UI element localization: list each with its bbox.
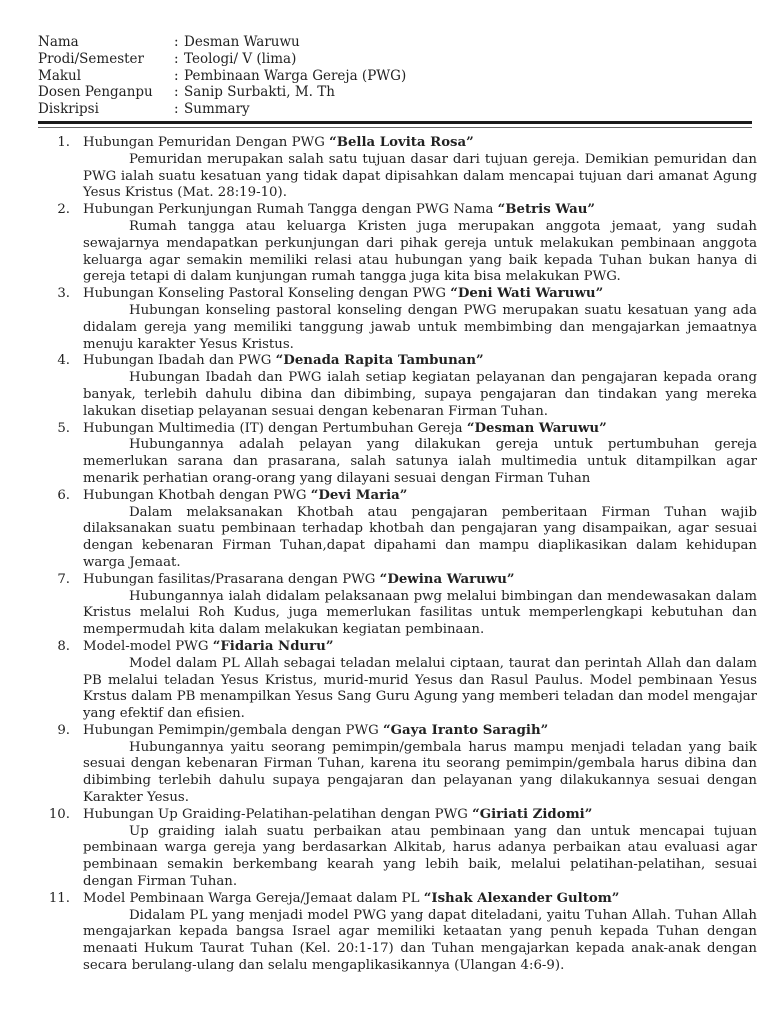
- item-body: Rumah tangga atau keluarga Kristen juga merupakan anggota jemaat, yang sudah sewajarnya mendapatkan perkunjungan dari pihak gereja untuk melakukan pembinaan anggota keluarga agar semakin memiliki relasi atau hubungan yang baik kepada Tuhan bukan hanya di gereja tetapi di dalam kunjungan rumah tangga juga kita bisa melakukan PWG.: [83, 218, 757, 285]
- header-value: Desman Waruwu: [184, 34, 300, 50]
- item-heading-text: Model-model PWG: [83, 638, 209, 654]
- item-heading-text: Hubungan Ibadah dan PWG: [83, 353, 272, 369]
- item-number: 8.: [57, 638, 70, 654]
- item-body: Model dalam PL Allah sebagai teladan melalui ciptaan, taurat dan perintah Allah dan dalam PB melalui teladan Yesus Kristus, murid-murid Yesus dan Rasul Paulus. Model pembinaan Yesus Krstus dalam PB menampilkan Yesus Sang Guru Agung yang memberi teladan dan model mengajar yang efektif dan efisien.: [83, 655, 757, 722]
- item-person: “Betris Wau”: [497, 202, 596, 218]
- item-number: 1.: [57, 135, 70, 150]
- list-item: [0, 639, 768, 723]
- item-person: “Dewina Waruwu”: [379, 571, 515, 587]
- list-item: [0, 723, 768, 807]
- header-value: Summary: [184, 101, 250, 118]
- item-body: Hubungan konseling pastoral konseling dengan PWG merupakan suatu kesatuan yang ada didalam gereja yang memiliki tanggung jawab untuk membimbing dan mengajarkan jemaatnya menuju karakter Yesus Kristus.: [83, 302, 757, 352]
- header-label: Prodi/Semester: [38, 50, 144, 67]
- item-heading-text: Hubungan fasilitas/Prasarana dengan PWG: [83, 571, 376, 587]
- item-person: “Deni Wati Waruwu”: [450, 286, 604, 302]
- header-colon: :: [174, 50, 179, 67]
- item-heading: [83, 202, 768, 219]
- header-label: Dosen Penganpu: [38, 84, 153, 101]
- item-heading-text: Hubungan Multimedia (IT) dengan Pertumbuhan Gereja: [83, 420, 463, 436]
- item-number: 2.: [57, 202, 70, 218]
- header-label: Nama: [38, 34, 79, 50]
- header-row-dosen: [38, 84, 738, 101]
- header-row-prodi: [38, 51, 738, 68]
- item-number: 10.: [48, 806, 70, 822]
- header-row-makul: [38, 68, 738, 85]
- header-colon: :: [174, 101, 179, 118]
- item-body: Didalam PL yang menjadi model PWG yang dapat diteladani, yaitu Tuhan Allah. Tuhan Allah mengajarkan kepada bangsa Israel agar memiliki ketaatan yang penuh kepada Tuhan dengan menaati Hukum Taurat Tuhan (Kel. 20:1-17) dan Tuhan mengajarkan kepada anak-anak dengan secara berulang-ulang dan selalu mengaplikasikannya (Ulangan 4:6-9).: [83, 907, 757, 974]
- item-person: “Giriati Zidomi”: [472, 806, 593, 822]
- item-heading-text: Hubungan Up Graiding-Pelatihan-pelatihan dengan PWG: [83, 806, 468, 822]
- item-heading: [83, 353, 768, 370]
- item-body: Hubungan Ibadah dan PWG ialah setiap kegiatan pelayanan dan pengajaran kepada orang banyak, terlebih dahulu dibina dan dibimbing, supaya pengajaran dan tindakan yang mereka lakukan disetiap pelayanan sesuai dengan kebenaran Firman Tuhan.: [83, 370, 757, 419]
- item-heading: [83, 807, 768, 824]
- item-heading-text: Hubungan Pemimpin/gembala dengan PWG: [83, 722, 379, 738]
- header-row-name: [38, 34, 738, 51]
- header-divider-thick: [38, 121, 752, 124]
- list-item: [0, 488, 768, 572]
- header-value: Pembinaan Warga Gereja (PWG): [184, 67, 407, 84]
- item-heading: [83, 723, 768, 740]
- list-item: [0, 807, 768, 891]
- item-body: Hubungannya ialah didalam pelaksanaan pwg melalui bimbingan dan mendewasakan dalam Kristus melalui Roh Kudus, juga memerlukan fasilitas untuk memperlengkapi kebutuhan dan mempermudah kita dalam melakukan kegiatan pembinaan.: [83, 588, 757, 638]
- item-number: 9.: [57, 722, 70, 738]
- item-heading: [83, 891, 768, 908]
- item-heading-text: Model Pembinaan Warga Gereja/Jemaat dalam PL: [83, 890, 420, 906]
- list-item: [0, 202, 768, 286]
- list-item: [0, 421, 768, 488]
- item-person: “Bella Lovita Rosa”: [329, 135, 474, 150]
- list-item: [0, 286, 768, 353]
- list-item: [0, 135, 768, 202]
- header-colon: :: [174, 84, 179, 101]
- item-heading-text: Hubungan Khotbah dengan PWG: [83, 487, 307, 503]
- header-colon: :: [174, 34, 179, 50]
- item-body: Pemuridan merupakan salah satu tujuan dasar dari tujuan gereja. Demikian pemuridan dan PWG ialah suatu kesatuan yang tidak dapat dipisahkan dalam mencapai tujuan dari amanat Agung Yesus Kristus (Mat. 28:19-10).: [83, 151, 757, 201]
- header-value: Teologi/ V (lima): [184, 50, 297, 67]
- list-item: [0, 891, 768, 975]
- list-item: [0, 572, 768, 639]
- summary-list: [0, 135, 768, 975]
- item-body: Hubungannya adalah pelayan yang dilakukan gereja untuk pertumbuhan gereja memerlukan sarana dan prasarana, salah satunya ialah multimedia untuk ditampilkan agar menarik perhatian orang-orang yang dilayani sesuai dengan Firman Tuhan: [83, 437, 757, 486]
- item-heading: [83, 286, 768, 303]
- item-heading: [83, 488, 768, 505]
- header-row-diskripsi: [38, 101, 738, 118]
- item-number: 6.: [57, 487, 70, 503]
- item-heading: [83, 639, 768, 656]
- item-number: 4.: [57, 353, 70, 369]
- item-number: 7.: [57, 571, 70, 587]
- item-person: “Devi Maria”: [310, 487, 408, 503]
- item-heading-text: Hubungan Perkunjungan Rumah Tangga dengan PWG Nama: [83, 202, 494, 218]
- item-body: Up graiding ialah suatu perbaikan atau pembinaan yang dan untuk mencapai tujuan pembinaan warga gereja yang berdasarkan Alkitab, harus adanya perbaikan atau evaluasi agar pembinaan semakin berkembang kearah yang lebih baik, melalui pelatihan-pelatihan, sesuai dengan Firman Tuhan.: [83, 823, 757, 890]
- header-divider-thin: [38, 127, 752, 128]
- item-heading-text: Hubungan Pemuridan Dengan PWG: [83, 135, 325, 150]
- item-person: “Gaya Iranto Saragih”: [383, 722, 549, 738]
- item-person: “Fidaria Nduru”: [212, 638, 334, 654]
- item-body: Hubungannya yaitu seorang pemimpin/gembala harus mampu menjadi teladan yang baik sesuai dengan kebenaran Firman Tuhan, karena itu seorang pemimpin/gembala harus dibina dan dibimbing terlebih dahulu supaya pengajaran dan pelayanan yang dilakukannya sesuai dengan Karakter Yesus.: [83, 739, 757, 806]
- item-number: 3.: [57, 286, 70, 302]
- item-heading-text: Hubungan Konseling Pastoral Konseling dengan PWG: [83, 286, 446, 302]
- header-block: [38, 34, 738, 118]
- header-label: Makul: [38, 67, 82, 84]
- header-label: Diskripsi: [38, 101, 99, 118]
- item-heading: [83, 572, 768, 589]
- item-person: “Denada Rapita Tambunan”: [275, 353, 484, 369]
- header-colon: :: [174, 67, 179, 84]
- header-value: Sanip Surbakti, M. Th: [184, 84, 335, 101]
- list-item: [0, 353, 768, 420]
- item-heading: [83, 421, 768, 438]
- item-number: 5.: [57, 420, 70, 436]
- item-number: 11.: [48, 890, 70, 906]
- item-heading: [83, 135, 768, 152]
- item-body: Dalam melaksanakan Khotbah atau pengajaran pemberitaan Firman Tuhan wajib dilaksanakan suatu pembinaan terhadap khotbah dan pengajaran yang disampaikan, agar sesuai dengan kebenaran Firman Tuhan,dapat dipahami dan mampu diaplikasikan dalam kehidupan warga Jemaat.: [83, 504, 757, 570]
- item-person: “Ishak Alexander Gultom”: [423, 890, 620, 906]
- item-person: “Desman Waruwu”: [466, 420, 607, 436]
